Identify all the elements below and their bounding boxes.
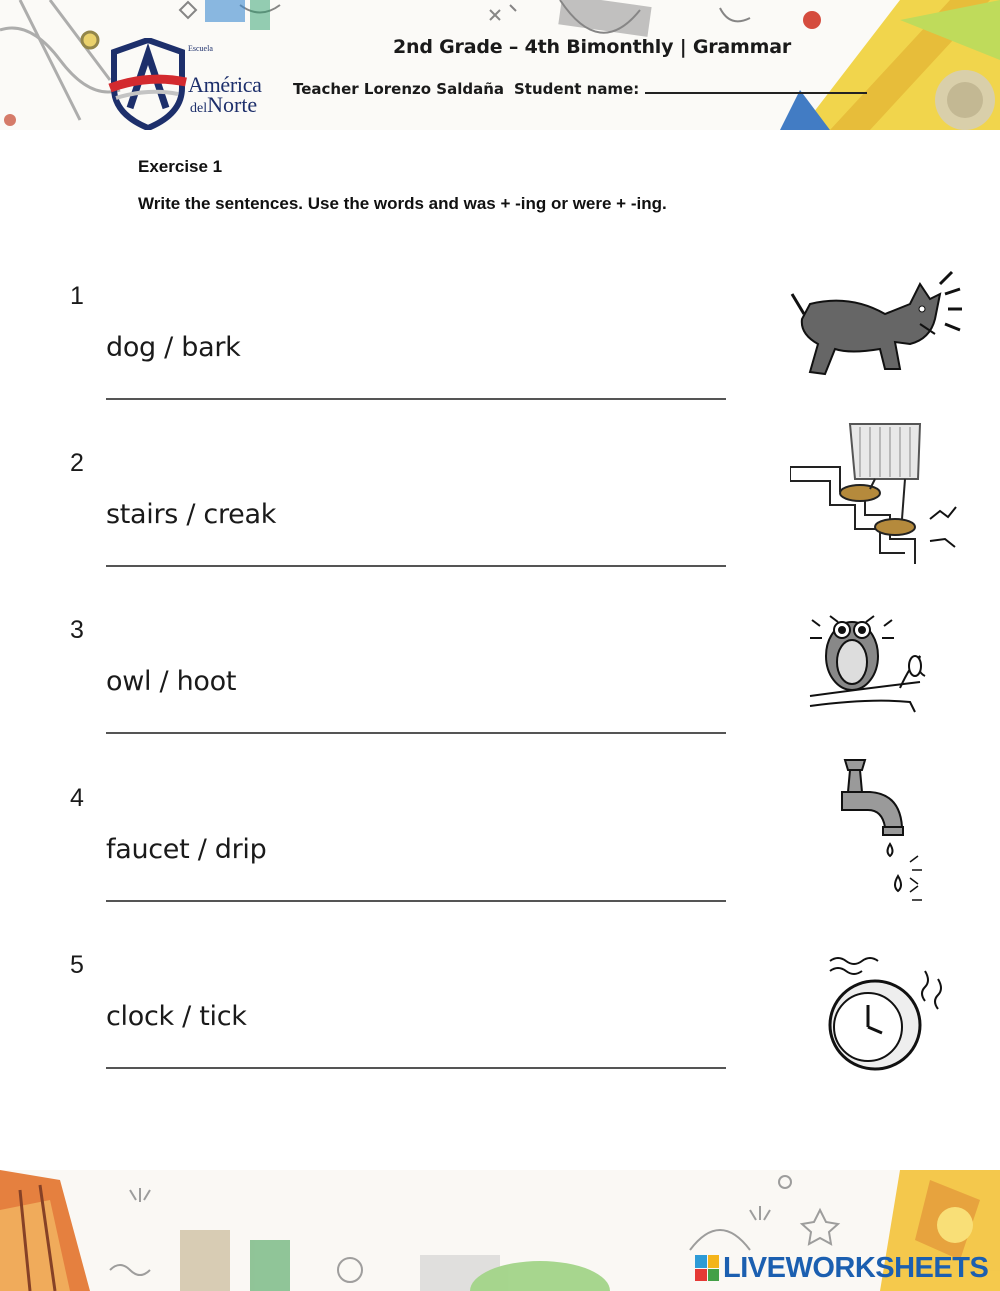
exercise-instruction: Write the sentences. Use the words and was + -ing or were + -ing. [138,194,667,213]
liveworksheets-logo-icon [695,1255,719,1281]
barking-dog-icon [790,264,965,414]
item-number: 4 [70,784,84,812]
exercise-item-4 [0,784,1000,944]
answer-line [106,900,726,902]
item-prompt: dog / bark [106,332,241,363]
creaking-stairs-icon [790,419,965,569]
dripping-faucet-icon [790,752,965,902]
shield-icon [108,38,188,130]
school-logo [108,38,280,130]
exercise-item-1 [0,282,1000,442]
logo-name-prefix: del [190,101,208,116]
answer-input-3[interactable] [106,704,730,734]
document-title: 2nd Grade – 4th Bimonthly | Grammar [393,36,792,58]
item-prompt: clock / tick [106,1001,247,1032]
item-number: 3 [70,616,84,644]
item-prompt: faucet / drip [106,834,267,865]
teacher-student-line [293,80,867,98]
item-number: 5 [70,951,84,979]
ticking-clock-icon [790,951,965,1101]
answer-input-2[interactable] [106,537,730,567]
teacher-name: Teacher Lorenzo Saldaña [293,80,504,98]
liveworksheets-brand[interactable] [695,1250,988,1286]
answer-line [106,398,726,400]
answer-input-5[interactable] [106,1039,730,1069]
logo-name-main: Norte [207,92,258,117]
answer-input-4[interactable] [106,872,730,902]
answer-input-1[interactable] [106,370,730,400]
item-prompt: stairs / creak [106,499,277,530]
item-number: 2 [70,449,84,477]
item-prompt: owl / hoot [106,666,237,697]
logo-name-line1: América [188,72,262,97]
logo-school-word: Escuela [188,44,213,53]
student-name-field[interactable] [645,80,867,94]
logo-name-line2 [190,92,257,118]
answer-line [106,565,726,567]
student-name-label: Student name: [514,80,640,98]
hooting-owl-icon [790,596,965,746]
exercise-item-5 [0,951,1000,1111]
exercise-item-2 [0,449,1000,609]
answer-line [106,1067,726,1069]
exercise-label: Exercise 1 [138,157,223,176]
brand-name: LIVEWORKSHEETS [723,1251,989,1284]
item-number: 1 [70,282,84,310]
answer-line [106,732,726,734]
